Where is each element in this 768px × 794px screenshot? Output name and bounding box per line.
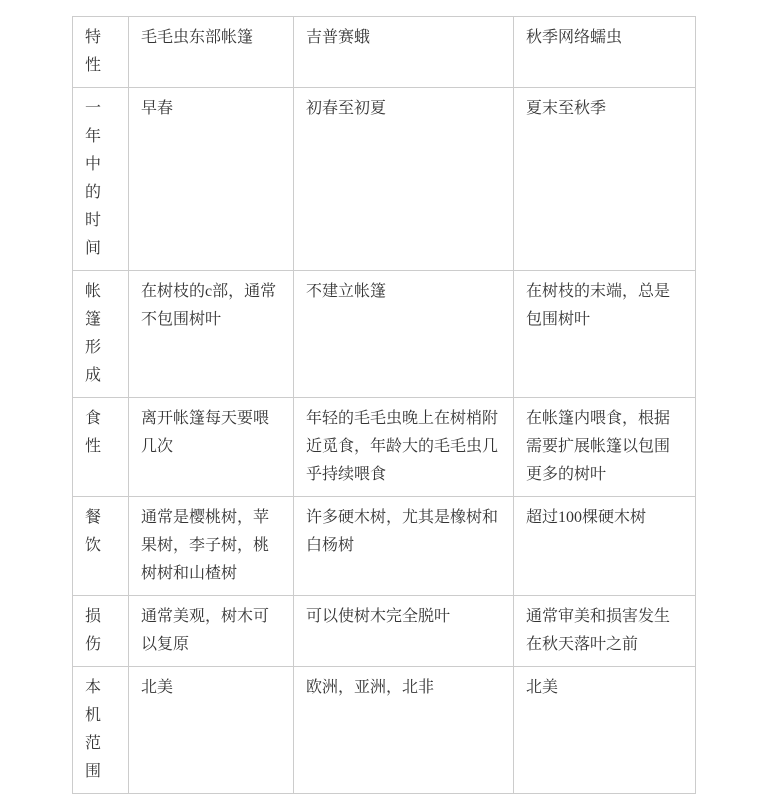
table-cell: 初春至初夏 [294, 88, 514, 271]
header-feature: 特性 [73, 17, 129, 88]
table-cell: 许多硬木树，尤其是橡树和白杨树 [294, 497, 514, 596]
table-cell: 欧洲，亚洲，北非 [294, 667, 514, 794]
table-cell: 早春 [129, 88, 294, 271]
table-row-time-of-year [73, 88, 696, 271]
row-label: 帐篷形成 [73, 271, 129, 398]
table-cell: 可以使树木完全脱叶 [294, 596, 514, 667]
table-cell: 年轻的毛毛虫晚上在树梢附近觅食，年龄大的毛毛虫几乎持续喂食 [294, 398, 514, 497]
header-eastern-tent-caterpillar: 毛毛虫东部帐篷 [129, 17, 294, 88]
table-row-damage [73, 596, 696, 667]
table-cell: 在树枝的c部，通常不包围树叶 [129, 271, 294, 398]
table-row-tent-formation [73, 271, 696, 398]
header-gypsy-moth: 吉普赛蛾 [294, 17, 514, 88]
row-label: 餐饮 [73, 497, 129, 596]
table-row-native-range [73, 667, 696, 794]
caterpillar-comparison-table [72, 16, 696, 794]
row-label: 食性 [73, 398, 129, 497]
table-cell: 通常审美和损害发生在秋天落叶之前 [514, 596, 696, 667]
table-row-feeding-habits [73, 398, 696, 497]
row-label: 本机范围 [73, 667, 129, 794]
header-fall-webworm: 秋季网络蠕虫 [514, 17, 696, 88]
header-row [73, 17, 696, 88]
table-cell: 在树枝的末端，总是包围树叶 [514, 271, 696, 398]
table-cell: 在帐篷内喂食，根据需要扩展帐篷以包围更多的树叶 [514, 398, 696, 497]
table-cell: 超过100棵硬木树 [514, 497, 696, 596]
table-cell: 北美 [129, 667, 294, 794]
table-cell: 夏末至秋季 [514, 88, 696, 271]
table-cell: 离开帐篷每天要喂几次 [129, 398, 294, 497]
table-row-dining [73, 497, 696, 596]
table-cell: 不建立帐篷 [294, 271, 514, 398]
row-label: 一年中的时间 [73, 88, 129, 271]
table-cell: 通常是樱桃树，苹果树，李子树，桃树树和山楂树 [129, 497, 294, 596]
table-cell: 通常美观，树木可以复原 [129, 596, 294, 667]
row-label: 损伤 [73, 596, 129, 667]
table-cell: 北美 [514, 667, 696, 794]
